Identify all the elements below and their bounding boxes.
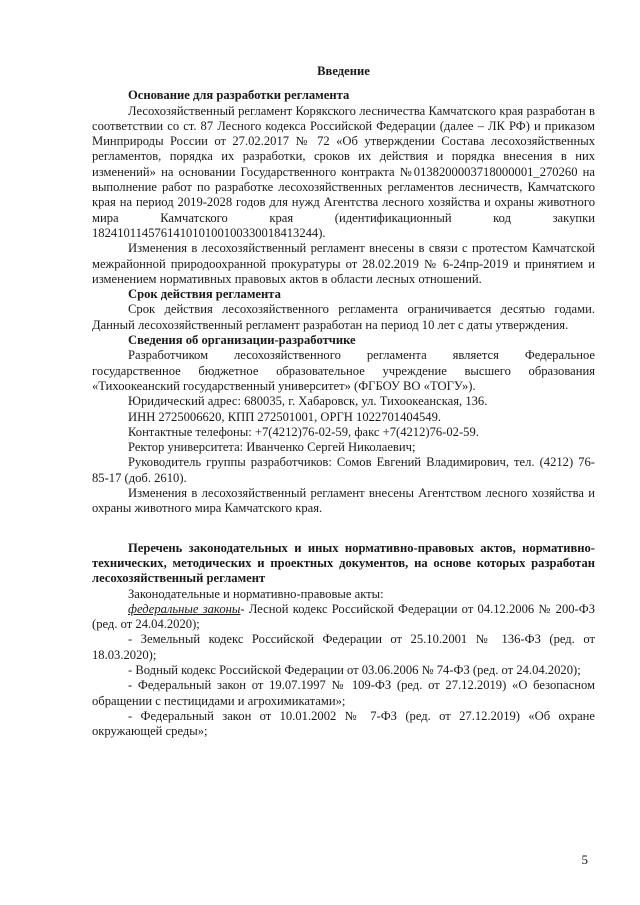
basis-paragraph-1: Лесохозяйственный регламент Корякского лесничества Камчатского края разработан в соответствии со ст. 87 Лесного кодекса Российской Федерации (далее – ЛК РФ) и приказом Минприроды России от 27.02.2017 № 72 «Об утверждении Состава лесохозяйственных регламентов, порядка их разработки, сроков их действия и порядка внесения в них изменений» на основании Государственного контракта №0138200003718000001_270260 на выполнение работ по разработке лесохозяйственных регламентов лесничеств, Камчатского края на период 2019-2028 годов для нужд Агентства лесного хозяйства и охраны животного мира Камчатского края (идентификационный код закупки 182410114576141010100100330018413244).: [92, 103, 595, 240]
term-paragraph: Срок действия лесохозяйственного регламента ограничивается десятью годами. Данный лесохозяйственный регламент разработан на период 10 лет с даты утверждения.: [92, 302, 595, 332]
developer-rector: Ректор университета: Иванченко Сергей Николаевич;: [128, 440, 416, 455]
federal-laws-label: федеральные законы: [128, 601, 241, 616]
developer-phones: Контактные телефоны: +7(4212)76-02-59, факс +7(4212)76-02-59.: [128, 424, 479, 439]
page-title: Введение: [317, 64, 370, 78]
acts-heading: Перечень законодательных и иных нормативно-правовых актов, нормативно-технических, методических и проектных документов, на основе которых разработан лесохозяйственный регламент: [92, 540, 595, 586]
developer-changes: Изменения в лесохозяйственный регламент внесены Агентством лесного хозяйства и охраны животного мира Камчатского края.: [92, 486, 595, 516]
basis-paragraph-2: Изменения в лесохозяйственный регламент внесены в связи с протестом Камчатской межрайонной природоохранной прокуратуры от 28.02.2019 № 6-24пр-2019 и принятием и изменением нормативных правовых актов в области лесных отношений.: [92, 241, 595, 286]
acts-item-water-code: - Водный кодекс Российской Федерации от 03.06.2006 № 74-ФЗ (ред. от 24.04.2020);: [128, 662, 581, 677]
acts-item-environment-law: - Федеральный закон от 10.01.2002 № 7-ФЗ (ред. от 27.12.2019) «Об охране окружающей среды»;: [92, 708, 595, 739]
developer-address: Юридический адрес: 680035, г. Хабаровск, ул. Тихоокеанская, 136.: [128, 394, 488, 409]
developer-lead: Руководитель группы разработчиков: Сомов Евгений Владимирович, тел. (4212) 76-85-17 (доб. 2610).: [92, 455, 595, 485]
developer-heading: Сведения об организации-разработчике: [128, 333, 356, 348]
developer-paragraph: Разработчиком лесохозяйственного регламента является Федеральное государственное бюджетное образовательное учреждение высшего образования «Тихоокеанский государственный университет» (ФГБОУ ВО «ТОГУ»).: [92, 348, 595, 393]
forest-code-text: - Лесной кодекс Российской Федерации от 04.12.2006 № 200-ФЗ (ред. от 24.04.2020);: [92, 601, 596, 632]
acts-intro: Законодательные и нормативно-правовые акты:: [128, 586, 384, 601]
acts-item-pesticides-law: - Федеральный закон от 19.07.1997 № 109-ФЗ (ред. от 27.12.2019) «О безопасном обращении с пестицидами и агрохимикатами»;: [92, 678, 595, 708]
term-heading: Срок действия регламента: [128, 287, 281, 302]
basis-heading: Основание для разработки регламента: [128, 88, 350, 103]
developer-ids: ИНН 2725006620, КПП 272501001, ОРГН 1022701404549.: [128, 409, 442, 424]
page-content: [92, 64, 595, 739]
page-number: 5: [581, 852, 588, 867]
acts-item-land-code: - Земельный кодекс Российской Федерации от 25.10.2001 № 136-ФЗ (ред. от 18.03.2020);: [92, 632, 595, 662]
acts-item-forest-code: [92, 602, 595, 633]
